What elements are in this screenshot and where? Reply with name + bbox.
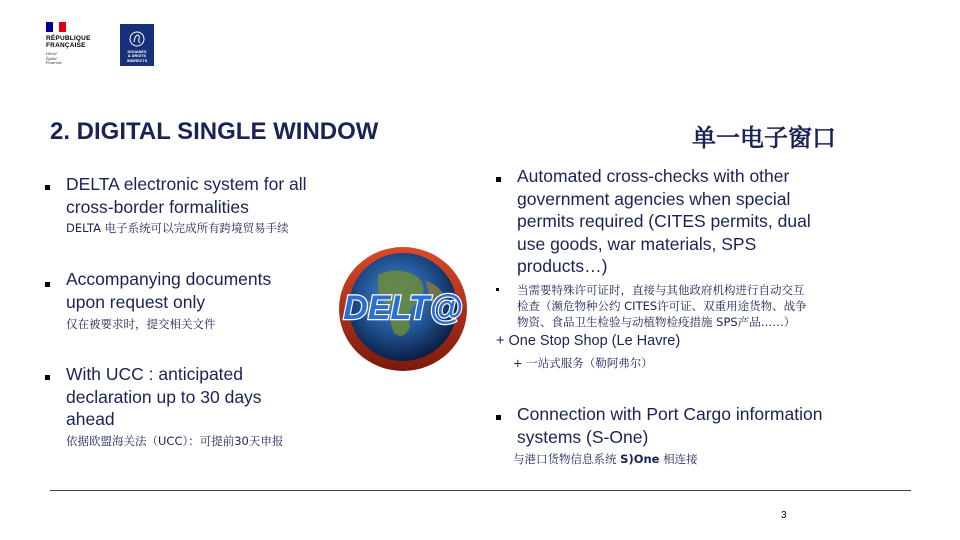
left-item-2-text: Accompanying documents upon request only bbox=[66, 269, 272, 312]
left-item-1-cn: DELTA 电子系统可以完成所有跨境贸易手续 bbox=[66, 221, 289, 235]
douane-logo bbox=[120, 24, 154, 66]
right-item-3-text: Connection with Port Cargo information systems (S-One) bbox=[517, 404, 823, 447]
page-number: 3 bbox=[781, 510, 787, 521]
republique-name: RÉPUBLIQUE FRANÇAISE bbox=[46, 35, 91, 49]
left-item-1-text: DELTA electronic system for all cross-border formalities bbox=[66, 174, 307, 217]
footer-divider bbox=[50, 490, 911, 491]
bullet-icon bbox=[45, 375, 50, 380]
small-bullet-icon bbox=[496, 288, 499, 291]
page-title: 2. DIGITAL SINGLE WINDOW bbox=[50, 118, 379, 145]
bullet-icon bbox=[496, 177, 501, 182]
page-title-chinese: 单一电子窗口 bbox=[692, 124, 836, 152]
french-flag-icon bbox=[46, 22, 66, 32]
left-item-3-cn: 依据欧盟海关法（UCC）：可提前30天申报 bbox=[66, 434, 284, 448]
bullet-icon bbox=[45, 185, 50, 190]
one-stop-shop-text: + One Stop Shop (Le Havre) bbox=[496, 333, 681, 349]
right-item-1-text: Automated cross-checks with other government agencies when special permits required (CITES permits, dual use goods, war materials, SPS products…) bbox=[517, 166, 811, 276]
delta-logo-text: DELT@ bbox=[343, 289, 463, 327]
left-item-2-cn: 仅在被要求时，提交相关文件 bbox=[66, 317, 216, 331]
bullet-icon bbox=[496, 415, 501, 420]
douane-text: DOUANES & DROITS INDIRECTS bbox=[126, 49, 148, 63]
left-item-3-text: With UCC : anticipated declaration up to 30 days ahead bbox=[66, 364, 262, 429]
marianne-icon bbox=[129, 31, 145, 47]
right-item-1-cn: 当需要特殊许可证时，直接与其他政府机构进行自动交互 检查（濒危物种公约 CITES许可证、双重用途货物、战争 物资、食品卫生检验与动植物检疫措施 SPS产品……） bbox=[517, 283, 807, 329]
bullet-icon bbox=[45, 282, 50, 287]
delta-logo-image bbox=[318, 245, 488, 373]
republique-motto: Liberté Égalité Fraternité bbox=[46, 52, 62, 66]
one-stop-shop-cn: + 一站式服务（勒阿弗尔） bbox=[513, 356, 653, 370]
republique-francaise-logo bbox=[46, 22, 106, 70]
right-item-3-cn: 与港口货物信息系统 S)One 相连接 bbox=[513, 452, 698, 466]
